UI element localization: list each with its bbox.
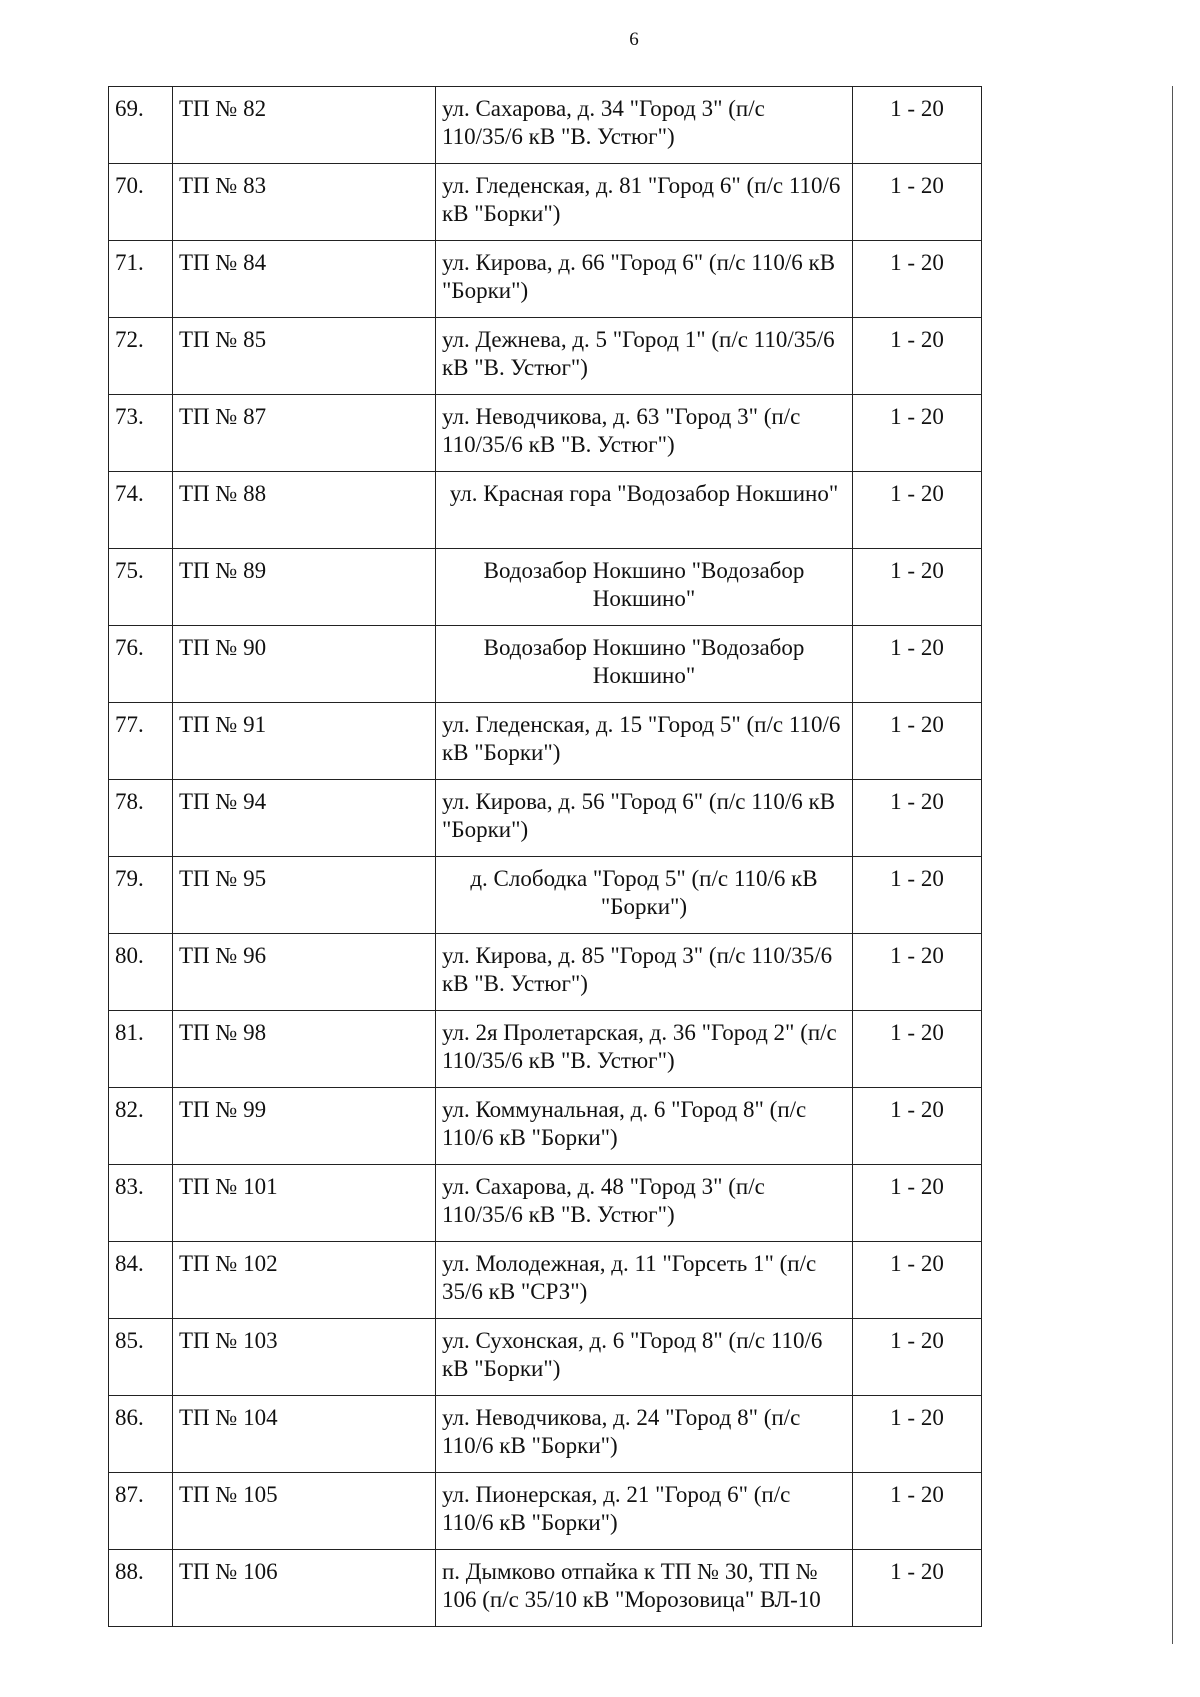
substation-address: ул. Кирова, д. 85 "Город 3" (п/с 110/35/6 кВ "В. Устюг") [436,934,853,1011]
substation-address: ул. Кирова, д. 56 "Город 6" (п/с 110/6 кВ "Борки") [436,780,853,857]
table-row [109,318,982,395]
substation-name: ТП № 96 [173,934,436,1011]
power-range: 1 - 20 [853,857,982,934]
table-row [109,857,982,934]
substation-name: ТП № 83 [173,164,436,241]
table-row [109,780,982,857]
row-number: 87. [109,1473,173,1550]
substation-address: ул. Неводчикова, д. 24 "Город 8" (п/с 110/6 кВ "Борки") [436,1396,853,1473]
substation-name: ТП № 104 [173,1396,436,1473]
page-number: 6 [629,29,639,50]
substation-name: ТП № 90 [173,626,436,703]
row-number: 82. [109,1088,173,1165]
table-row [109,1319,982,1396]
substation-address: Водозабор Нокшино "Водозабор Нокшино" [436,549,853,626]
table-row [109,1473,982,1550]
row-number: 81. [109,1011,173,1088]
margin-rule [1172,86,1173,1644]
substation-name: ТП № 101 [173,1165,436,1242]
row-number: 69. [109,87,173,164]
power-range: 1 - 20 [853,549,982,626]
power-range: 1 - 20 [853,934,982,1011]
power-range: 1 - 20 [853,1011,982,1088]
power-range: 1 - 20 [853,241,982,318]
table-row [109,87,982,164]
power-range: 1 - 20 [853,164,982,241]
substation-address: ул. Неводчикова, д. 63 "Город 3" (п/с 110/35/6 кВ "В. Устюг") [436,395,853,472]
row-number: 78. [109,780,173,857]
substation-address: ул. Сухонская, д. 6 "Город 8" (п/с 110/6 кВ "Борки") [436,1319,853,1396]
substation-address: ул. Пионерская, д. 21 "Город 6" (п/с 110/6 кВ "Борки") [436,1473,853,1550]
row-number: 83. [109,1165,173,1242]
table-row [109,626,982,703]
row-number: 72. [109,318,173,395]
power-range: 1 - 20 [853,1165,982,1242]
substation-name: ТП № 102 [173,1242,436,1319]
substation-name: ТП № 94 [173,780,436,857]
substation-address: ул. 2я Пролетарская, д. 36 "Город 2" (п/с 110/35/6 кВ "В. Устюг") [436,1011,853,1088]
power-range: 1 - 20 [853,1319,982,1396]
substation-name: ТП № 89 [173,549,436,626]
row-number: 85. [109,1319,173,1396]
table-row [109,934,982,1011]
substation-address: ул. Сахарова, д. 34 "Город 3" (п/с 110/35/6 кВ "В. Устюг") [436,87,853,164]
row-number: 79. [109,857,173,934]
table-row [109,1550,982,1627]
table-row [109,1011,982,1088]
power-range: 1 - 20 [853,472,982,549]
table-row [109,703,982,780]
row-number: 80. [109,934,173,1011]
substation-name: ТП № 106 [173,1550,436,1627]
table-row [109,1396,982,1473]
table-row [109,241,982,318]
power-range: 1 - 20 [853,1088,982,1165]
substation-address: ул. Гледенская, д. 15 "Город 5" (п/с 110/6 кВ "Борки") [436,703,853,780]
substation-name: ТП № 91 [173,703,436,780]
power-range: 1 - 20 [853,780,982,857]
table-row [109,395,982,472]
power-range: 1 - 20 [853,1396,982,1473]
substation-name: ТП № 99 [173,1088,436,1165]
row-number: 70. [109,164,173,241]
substation-table [108,86,982,1627]
table-row [109,472,982,549]
substation-address: ул. Сахарова, д. 48 "Город 3" (п/с 110/35/6 кВ "В. Устюг") [436,1165,853,1242]
power-range: 1 - 20 [853,395,982,472]
table-body [109,87,982,1627]
table-row [109,1088,982,1165]
power-range: 1 - 20 [853,1473,982,1550]
substation-address: ул. Коммунальная, д. 6 "Город 8" (п/с 110/6 кВ "Борки") [436,1088,853,1165]
table-row [109,1242,982,1319]
power-range: 1 - 20 [853,1550,982,1627]
substation-name: ТП № 82 [173,87,436,164]
row-number: 73. [109,395,173,472]
substation-address: ул. Красная гора "Водозабор Нокшино" [436,472,853,549]
substation-name: ТП № 98 [173,1011,436,1088]
substation-address: ул. Кирова, д. 66 "Город 6" (п/с 110/6 кВ "Борки") [436,241,853,318]
row-number: 86. [109,1396,173,1473]
table-row [109,1165,982,1242]
table-row [109,164,982,241]
row-number: 75. [109,549,173,626]
power-range: 1 - 20 [853,626,982,703]
substation-address: ул. Молодежная, д. 11 "Горсеть 1" (п/с 35/6 кВ "СРЗ") [436,1242,853,1319]
substation-name: ТП № 88 [173,472,436,549]
power-range: 1 - 20 [853,703,982,780]
power-range: 1 - 20 [853,87,982,164]
substation-name: ТП № 95 [173,857,436,934]
table-row [109,549,982,626]
row-number: 88. [109,1550,173,1627]
row-number: 74. [109,472,173,549]
row-number: 76. [109,626,173,703]
substation-address: ул. Дежнева, д. 5 "Город 1" (п/с 110/35/6 кВ "В. Устюг") [436,318,853,395]
substation-address: ул. Гледенская, д. 81 "Город 6" (п/с 110/6 кВ "Борки") [436,164,853,241]
substation-address: п. Дымково отпайка к ТП № 30, ТП № 106 (п/с 35/10 кВ "Морозовица" ВЛ-10 [436,1550,853,1627]
substation-name: ТП № 103 [173,1319,436,1396]
substation-name: ТП № 105 [173,1473,436,1550]
substation-name: ТП № 84 [173,241,436,318]
power-range: 1 - 20 [853,1242,982,1319]
row-number: 71. [109,241,173,318]
substation-name: ТП № 87 [173,395,436,472]
row-number: 77. [109,703,173,780]
row-number: 84. [109,1242,173,1319]
substation-address: Водозабор Нокшино "Водозабор Нокшино" [436,626,853,703]
substation-name: ТП № 85 [173,318,436,395]
substation-address: д. Слободка "Город 5" (п/с 110/6 кВ "Борки") [436,857,853,934]
power-range: 1 - 20 [853,318,982,395]
